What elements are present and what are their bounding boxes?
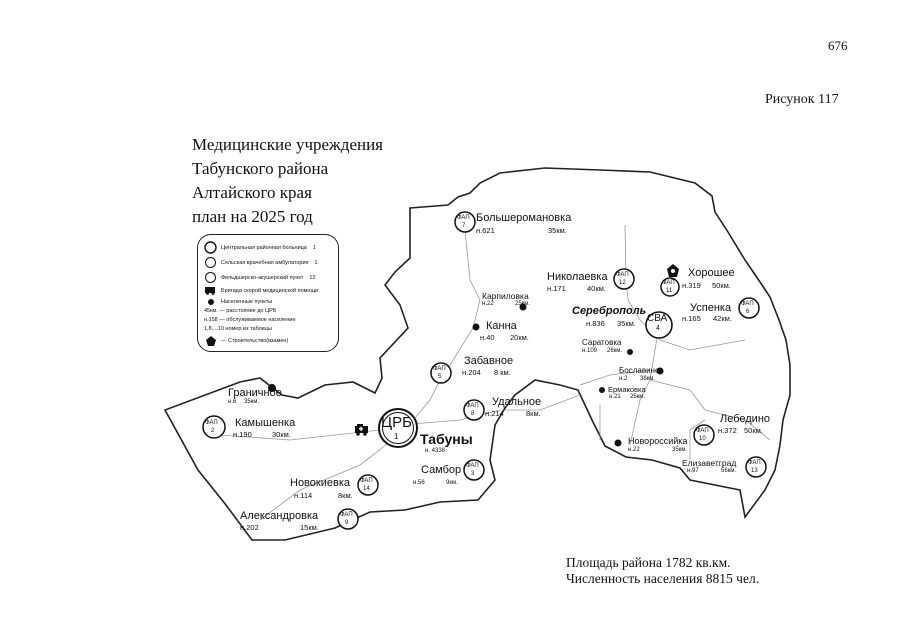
legend-text: Центральная районная больница — [221, 244, 307, 251]
settlement-name-kanna: Канна — [486, 320, 517, 332]
legend-text: 45км. — расстояние до ЦРБ — [204, 308, 277, 314]
legend-text: Населенные пункты — [221, 299, 273, 305]
ambulance-icon — [355, 424, 368, 436]
fap-number-8: 8 — [471, 411, 475, 417]
settlement-pop-karpilovka: н.22 — [482, 301, 494, 307]
fap-circle-icon — [204, 271, 217, 284]
settlement-dist-kanna: 20км. — [510, 333, 529, 342]
settlement-name-udalnoe: Удальное — [492, 396, 542, 408]
settlement-name-aleksandrovka: Александровка — [240, 510, 319, 522]
settlement-dot-ermakovka — [599, 387, 605, 393]
legend-text: Сельская врачебная амбулатория — [221, 259, 309, 266]
settlement-pop-ermakovka: н.21 — [609, 394, 621, 400]
settlement-dist-boslavino: 38км. — [640, 376, 656, 382]
legend-count: 12 — [309, 274, 316, 281]
settlement-pop-novokievka: н.114 — [294, 491, 313, 500]
settlement-dist-bolsheromanovka: 35км. — [548, 226, 567, 235]
legend-text: 1,8,...10 номер из таблицы — [204, 326, 272, 332]
fap-number-10: 10 — [699, 436, 706, 442]
settlement-dist-nikolaevka: 40км. — [587, 284, 606, 293]
map-title-line: Алтайского края — [192, 183, 312, 202]
fap-number-11: 11 — [666, 288, 673, 294]
legend-row-fap — [204, 271, 316, 284]
crb-number: 1 — [394, 432, 399, 441]
fap-number-6: 6 — [746, 309, 750, 315]
settlement-dot-icon — [204, 298, 217, 306]
fap-label-6: ФАП — [741, 301, 754, 307]
settlement-pop-tabuny: н. 4338 — [425, 448, 445, 454]
legend-row-construction — [204, 336, 288, 346]
map-legend — [197, 234, 339, 352]
legend-row-ambulance — [204, 286, 318, 295]
fap-label-10: ФАП — [696, 428, 709, 434]
legend-row-sva — [204, 256, 318, 269]
settlement-pop-uspenka: н.165 — [682, 314, 701, 323]
ambulance-icon — [204, 286, 217, 295]
fap-label-3: ФАП — [466, 463, 479, 469]
settlement-pop-novorossiyka: н.22 — [628, 447, 640, 453]
map-title-line: Табунского района — [192, 159, 329, 178]
legend-text: Бригада скорой медицинской помощи — [221, 287, 319, 294]
fap-number-3: 3 — [471, 471, 475, 477]
settlement-pop-lebedino: н.372 — [718, 426, 737, 435]
sva-number: 4 — [656, 325, 660, 332]
settlement-name-saratovka: Саратовка — [582, 338, 622, 347]
fap-label-8: ФАП — [466, 403, 479, 409]
fap-label-14: ФАП — [360, 478, 373, 484]
fap-number-5: 5 — [438, 374, 442, 380]
legend-text: — Строительство(взамен) — [221, 338, 289, 344]
fap-label-7: ФАП — [457, 215, 470, 221]
settlement-pop-saratovka: н.109 — [582, 348, 597, 354]
legend-row-settlement — [204, 298, 272, 306]
settlement-dist-karpilovka: 25км. — [515, 301, 531, 307]
settlement-dist-aleksandrovka: 15км. — [300, 523, 319, 532]
settlement-name-novokievka: Новокиевка — [290, 477, 350, 489]
settlement-dist-elizavetgrad: 56км. — [721, 468, 737, 474]
fap-number-2: 2 — [211, 428, 215, 434]
settlement-name-boslavino: Бославино — [619, 366, 660, 375]
settlement-pop-boslavino: н.2 — [619, 376, 628, 382]
settlement-dist-khoroshee: 50км. — [712, 281, 731, 290]
settlement-pop-granichnoe: н.6 — [228, 399, 237, 405]
legend-count: 1 — [314, 259, 318, 266]
fap-number-7: 7 — [462, 223, 466, 229]
legend-text: Фельдшерско-акушерский пункт — [221, 274, 304, 281]
settlement-pop-elizavetgrad: н.97 — [687, 468, 699, 474]
figure-label: Рисунок 117 — [765, 92, 839, 107]
settlement-name-uspenka: Успенка — [690, 302, 732, 314]
settlement-pop-sambor: н.56 — [413, 480, 425, 486]
settlement-dist-serebropol: 35км. — [617, 319, 636, 328]
settlement-dist-zabavnoe: 8 км. — [494, 368, 511, 377]
settlement-dist-kamyshenka: 30км. — [272, 430, 291, 439]
settlement-name-zabavnoe: Забавное — [464, 355, 514, 367]
fap-number-12: 12 — [619, 280, 626, 286]
settlement-name-kamyshenka: Камышенка — [235, 417, 296, 429]
settlement-name-khoroshee: Хорошее — [688, 267, 735, 279]
legend-row-crb — [204, 241, 316, 254]
construction-icon — [667, 264, 679, 277]
legend-row-number — [204, 326, 272, 332]
district-stats — [566, 555, 759, 587]
settlement-pop-bolsheromanovka: н.621 — [476, 226, 495, 235]
settlement-pop-kamyshenka: н.190 — [233, 430, 252, 439]
settlement-dist-ermakovka: 25км. — [630, 394, 646, 400]
settlement-pop-udalnoe: н.214 — [485, 409, 504, 418]
settlement-dot-novorossiyka — [615, 440, 622, 447]
fap-label-2: ФАП — [205, 420, 218, 426]
settlement-name-serebropol: Сереброполь — [572, 305, 647, 317]
settlement-dist-novorossiyka: 35км. — [672, 447, 688, 453]
sva-circle-icon — [204, 256, 217, 269]
fap-label-13: ФАП — [748, 460, 761, 466]
settlement-pop-nikolaevka: н.171 — [547, 284, 566, 293]
settlement-dist-novokievka: 8км. — [338, 491, 353, 500]
settlement-dist-udalnoe: 8км. — [526, 409, 541, 418]
settlement-name-sambor: Самбор — [421, 464, 462, 476]
legend-row-population — [204, 317, 296, 323]
settlement-name-granichnoe: Граничное — [228, 387, 282, 399]
settlement-dist-uspenka: 42км. — [713, 314, 732, 323]
settlement-name-bolsheromanovka: Большеромановка — [476, 212, 572, 224]
map-title-line: план на 2025 год — [192, 207, 313, 226]
crb-circle-icon — [204, 241, 217, 254]
legend-text: н.158 — обслуживаемое население — [204, 317, 296, 323]
population-text: Численность населения 8815 чел. — [566, 571, 760, 586]
settlement-name-elizavetgrad: Елизаветград — [682, 458, 737, 468]
fap-label-11: ФАП — [662, 280, 675, 286]
settlement-name-novorossiyka: Новороссийка — [628, 436, 688, 446]
settlement-dist-sambor: 9км. — [446, 480, 458, 486]
legend-count: 1 — [312, 244, 316, 251]
settlement-pop-zabavnoe: н.204 — [462, 368, 481, 377]
settlement-name-ermakovka: Ермаковка — [608, 385, 646, 394]
settlement-name-karpilovka: Карпиловка — [482, 291, 529, 301]
settlement-name-nikolaevka: Николаевка — [547, 271, 608, 283]
settlement-pop-serebropol: н.836 — [586, 319, 605, 328]
page-number: 676 — [828, 38, 848, 53]
settlement-dist-saratovka: 26км. — [607, 348, 623, 354]
settlement-dist-lebedino: 50км. — [744, 426, 763, 435]
fap-label-12: ФАП — [616, 272, 629, 278]
settlement-dot-kanna — [473, 324, 480, 331]
map-title-line: Медицинские учреждения — [192, 135, 384, 154]
settlement-name-lebedino: Лебедино — [720, 413, 771, 425]
settlement-name-tabuny: Табуны — [420, 431, 473, 447]
settlement-pop-khoroshee: н.319 — [682, 281, 701, 290]
fap-number-13: 13 — [751, 468, 758, 474]
settlement-dot-saratovka — [627, 349, 633, 355]
area-text: Площадь района 1782 кв.км. — [566, 555, 731, 570]
fap-label-9: ФАП — [340, 512, 353, 518]
sva-label: СВА — [647, 313, 668, 324]
settlement-pop-kanna: н.40 — [480, 333, 495, 342]
legend-row-distance — [204, 308, 276, 314]
crb-label: ЦРБ — [381, 414, 412, 431]
construction-icon — [204, 336, 217, 346]
fap-number-14: 14 — [363, 486, 370, 492]
fap-number-9: 9 — [345, 520, 349, 526]
fap-label-5: ФАП — [433, 366, 446, 372]
settlement-pop-aleksandrovka: н.202 — [240, 523, 259, 532]
settlement-dist-granichnoe: 35км. — [244, 399, 260, 405]
